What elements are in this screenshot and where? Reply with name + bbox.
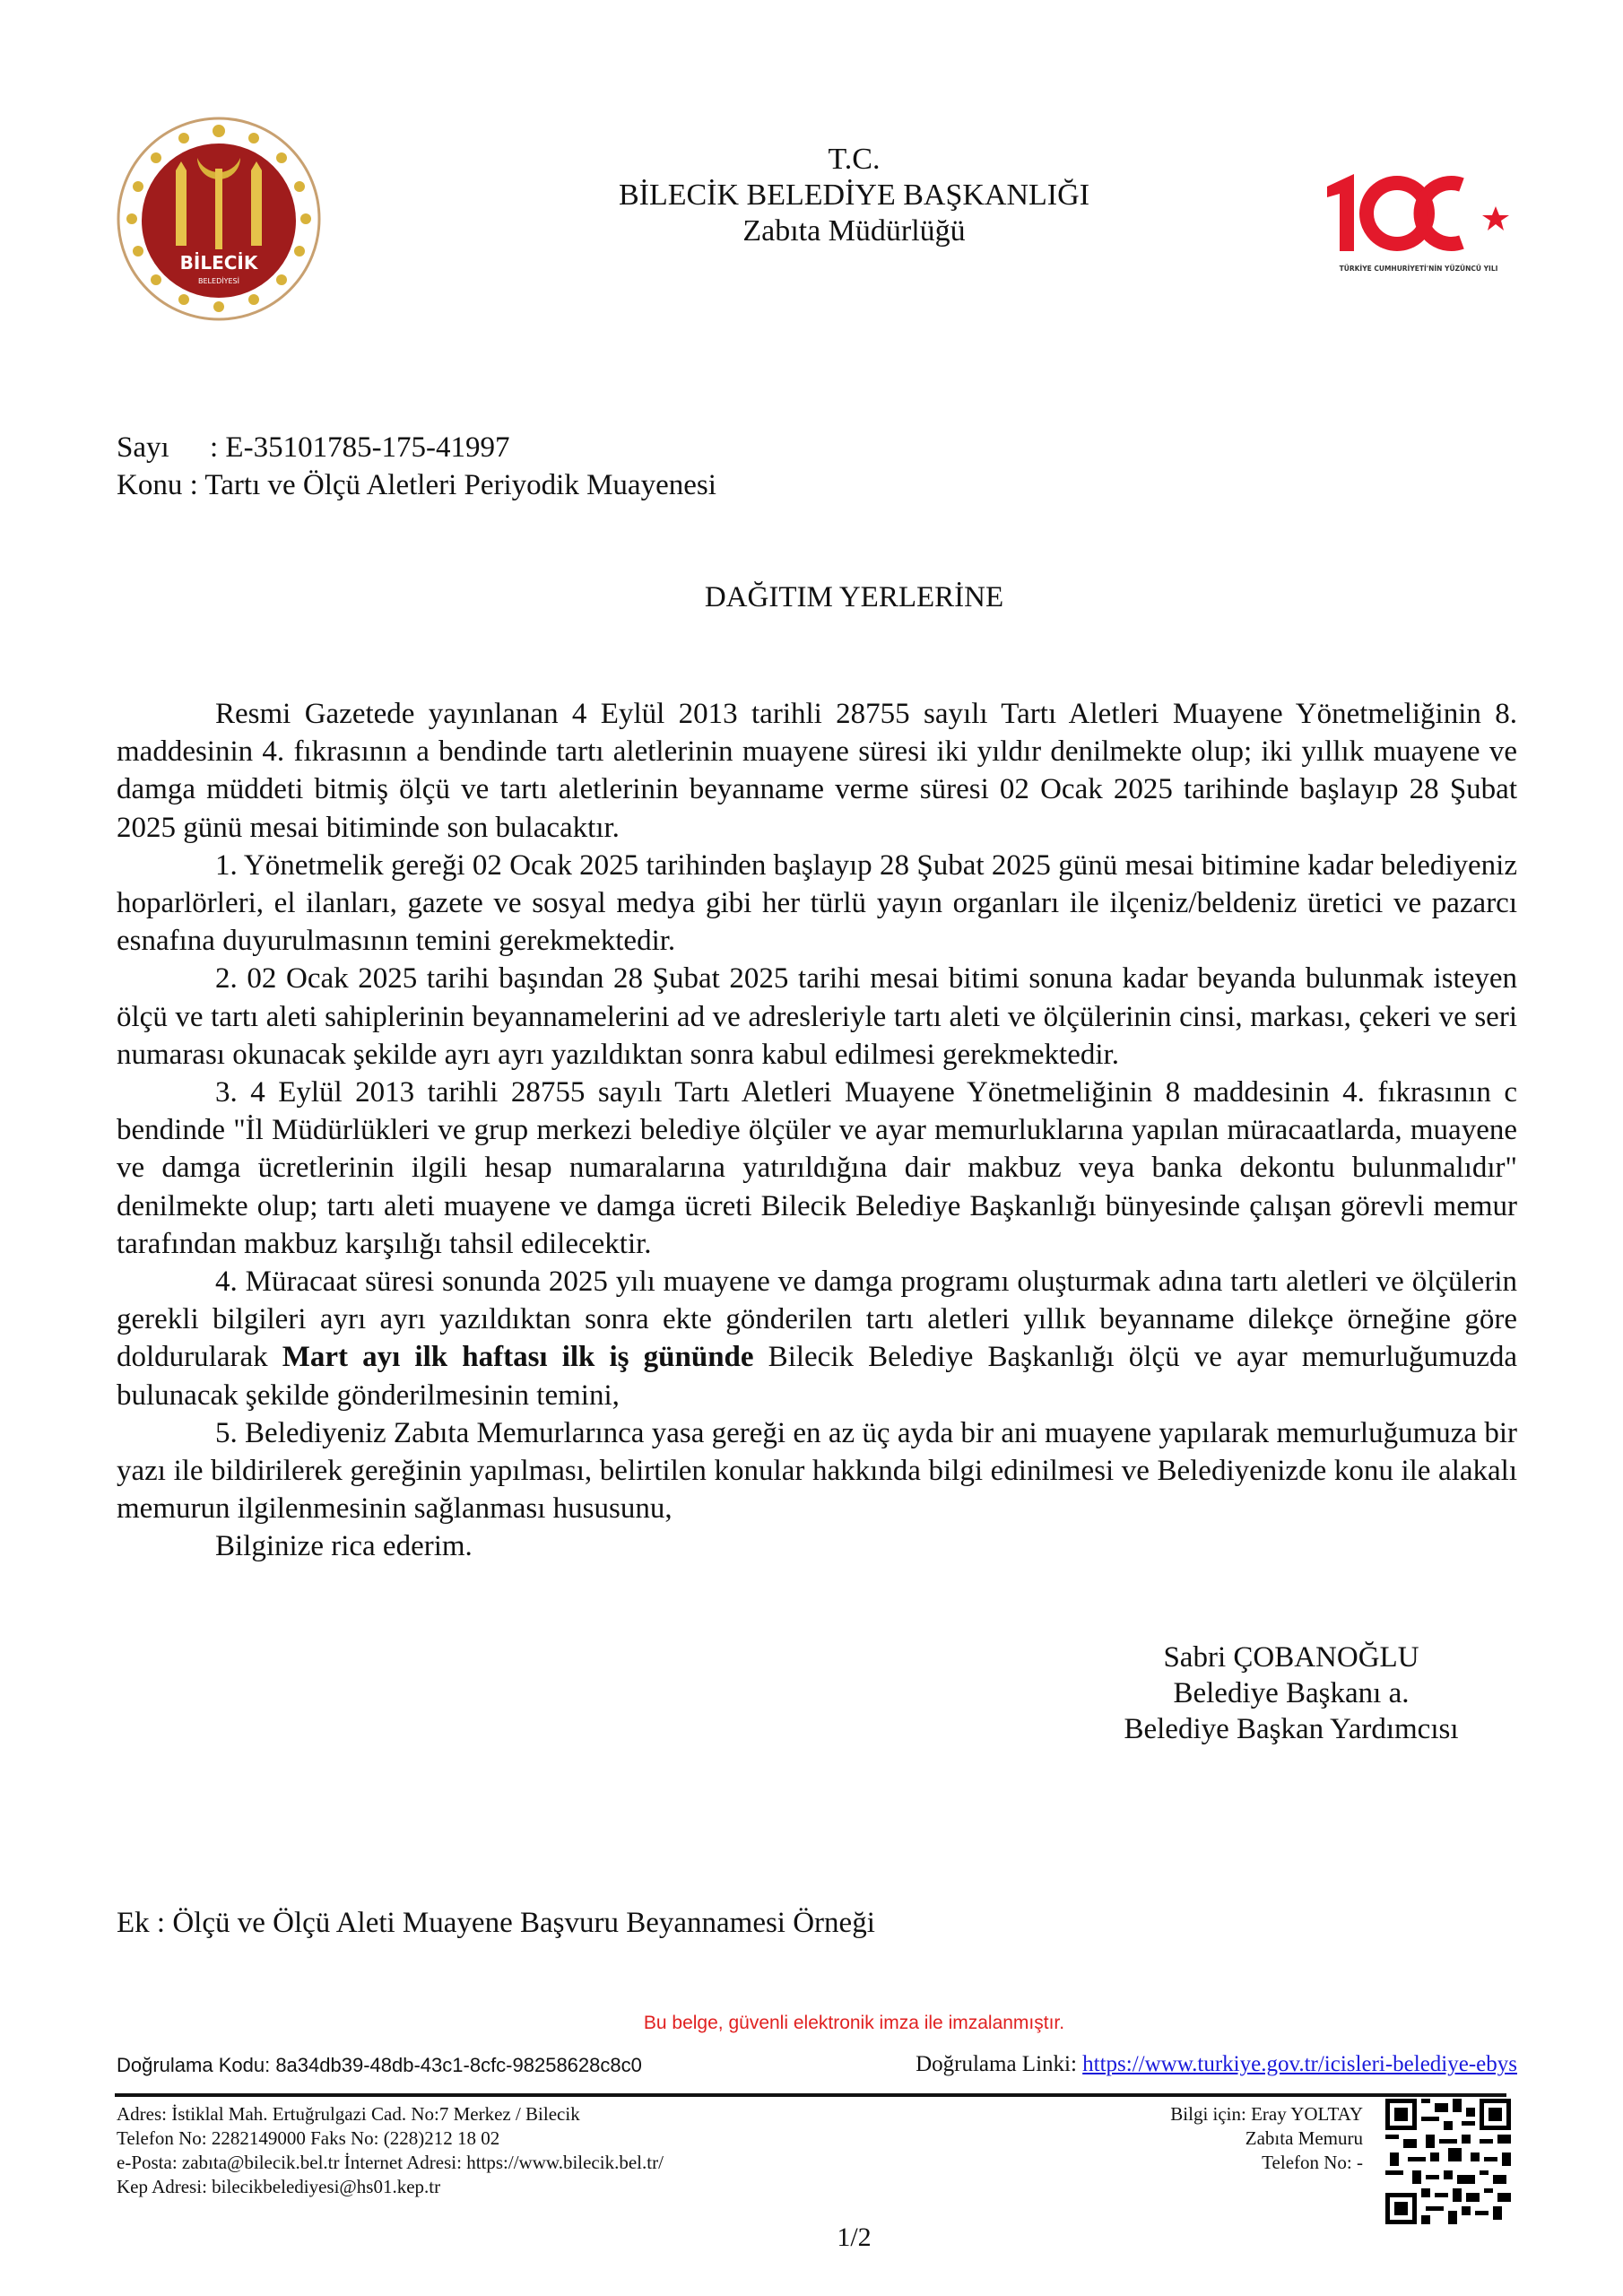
footer-kep: Kep Adresi: bilecikbelediyesi@hs01.kep.tr — [117, 2176, 441, 2197]
signatory-title-2: Belediye Başkan Yardımcısı — [1124, 1713, 1459, 1745]
signature-block — [1076, 1639, 1506, 1747]
reference-number-row — [117, 429, 716, 466]
verification-link-row — [916, 2052, 1517, 2077]
page-number: 1/2 — [837, 2222, 872, 2252]
attachment-note: Ek : Ölçü ve Ölçü Aleti Muayene Başvuru Beyannamesi Örneği — [117, 1907, 875, 1939]
reference-value: : E-35101785-175-41997 — [210, 431, 510, 464]
document-meta — [117, 429, 716, 504]
svg-text:BİLECİK: BİLECİK — [179, 252, 258, 274]
deadline-emphasis: Mart ayı ilk haftası ilk iş gününde — [282, 1341, 754, 1374]
info-contact-person: Bilgi için: Eray YOLTAY — [1170, 2103, 1363, 2125]
header-tc: T.C. — [828, 143, 881, 176]
footer-divider — [115, 2093, 1506, 2097]
paragraph-intro: Resmi Gazetede yayınlanan 4 Eylül 2013 tarihli 28755 sayılı Tartı Aletleri Muayene Yönetmeliğinin 8. maddesinin 4. fıkrasının a bendinde tartı aletlerinin muayene süresi iki yıldır denilmekte olup; iki yıllık muayene ve damga müddeti bitmiş ölçü ve tartı aletlerinin beyanname verme süresi 02 Ocak 2025 tarihinde başlayıp 28 Şubat 2025 günü mesai bitiminde son bulacaktır. — [117, 698, 1517, 844]
footer-phone: Telefon No: 2282149000 Faks No: (228)212 18 02 — [117, 2127, 500, 2149]
footer-address: Adres: İstiklal Mah. Ertuğrulgazi Cad. No:7 Merkez / Bilecik — [117, 2103, 580, 2125]
subject-row — [117, 466, 716, 504]
verification-link-label: Doğrulama Linki: — [916, 2052, 1083, 2076]
republic-100-year-logo — [1318, 161, 1524, 278]
footer-info-contact — [1170, 2102, 1363, 2175]
info-contact-title: Zabıta Memuru — [1245, 2127, 1363, 2149]
footer-contact — [117, 2102, 664, 2199]
svg-text:TÜRKİYE CUMHURİYETİ'NİN YÜZÜNC: TÜRKİYE CUMHURİYETİ'NİN YÜZÜNCÜ YILI — [1339, 265, 1498, 273]
info-contact-phone: Telefon No: - — [1262, 2152, 1363, 2173]
paragraph-closing: Bilginize rica ederim. — [215, 1530, 473, 1563]
distribution-heading: DAĞITIM YERLERİNE — [704, 581, 1004, 613]
esignature-notice: Bu belge, güvenli elektronik imza ile imzalanmıştır. — [643, 2013, 1065, 2033]
verification-link[interactable]: https://www.turkiye.gov.tr/icisleri-belediye-ebys — [1082, 2052, 1517, 2076]
paragraph-item-4: 4. Müracaat süresi sonunda 2025 yılı muayene ve damga programı oluşturmak adına tartı aletleri ve ölçülerin gerekli bilgileri ayrı ayrı yazıldıktan sonra ekte gönderilen tartı aletleri yıllık beyanname dilekçe örneğine göre doldurularak Mart ayı ilk haftası ilk iş gününde Bilecik Belediye Başkanlığı ölçü ve ayar memurluğumuzda bulunacak şekilde gönderilmesinin temini, — [117, 1265, 1517, 1412]
verification-code: Doğrulama Kodu: 8a34db39-48db-43c1-8cfc-98258628c8c0 — [117, 2054, 642, 2076]
paragraph-item-3: 3. 4 Eylül 2013 tarihli 28755 sayılı Tartı Aletleri Muayene Yönetmeliğinin 8 maddesinin 4. fıkrasının c bendinde "İl Müdürlükleri ve grup merkezi belediye ölçüler ve ayar memurluklarına yapılan müracaatlarda, muayene ve damga ücretlerinin ilgili hesap numaralarına yatırıldığına dair makbuz veya banka dekontu bulunmalıdır" denilmekte olup; tartı aleti muayene ve damga ücreti Bilecik Belediye Başkanlığı bünyesinde çalışan görevli memur tarafından makbuz karşılığı tahsil edilecektir. — [117, 1076, 1517, 1260]
header-institution: BİLECİK BELEDİYE BAŞKANLIĞI — [618, 178, 1090, 212]
subject-label: Konu — [117, 469, 183, 501]
letter-body — [117, 695, 1517, 1566]
signatory-title-1: Belediye Başkanı a. — [1173, 1677, 1410, 1709]
signatory-name: Sabri ÇOBANOĞLU — [1163, 1641, 1419, 1674]
qr-code-icon — [1385, 2099, 1511, 2224]
svg-text:BELEDİYESİ: BELEDİYESİ — [198, 277, 239, 285]
reference-label: Sayı — [117, 431, 169, 464]
paragraph-item-2: 2. 02 Ocak 2025 tarihi başından 28 Şubat 2025 tarihi mesai bitimi sonuna kadar beyanda bulunmak isteyen ölçü ve tartı aleti sahiplerinin beyannamelerini ad ve adresleriyle tartı aleti ve ölçülerinin cinsi, markası, çekeri ve seri numarası okunacak şekilde ayrı ayrı yazıldıktan sonra kabul edilmesi gerekmektedir. — [117, 962, 1517, 1071]
footer-email: e-Posta: zabıta@bilecik.bel.tr İnternet Adresi: https://www.bilecik.bel.tr/ — [117, 2152, 664, 2173]
paragraph-item-1: 1. Yönetmelik gereği 02 Ocak 2025 tarihinden başlayıp 28 Şubat 2025 günü mesai bitimine kadar belediyeniz hoparlörleri, el ilanları, gazete ve sosyal medya gibi her türlü yayın organları ile ilçeniz/beldeniz üretici ve pazarcı esnafına duyurulmasının temini gerekmektedir. — [117, 848, 1517, 958]
subject-value: : Tartı ve Ölçü Aletleri Periyodik Muayenesi — [189, 469, 716, 501]
header-department: Zabıta Müdürlüğü — [742, 214, 966, 248]
paragraph-item-5: 5. Belediyeniz Zabıta Memurlarınca yasa gereği en az üç ayda bir ani muayene yapılarak memurluğumuza bir yazı ile bildirilerek gereğinin yapılması, belirtilen konular hakkında bilgi edinilmesi ve Belediyenizde konu ile alakalı memurun ilgilenmesinin sağlanması hususunu, — [117, 1416, 1517, 1526]
